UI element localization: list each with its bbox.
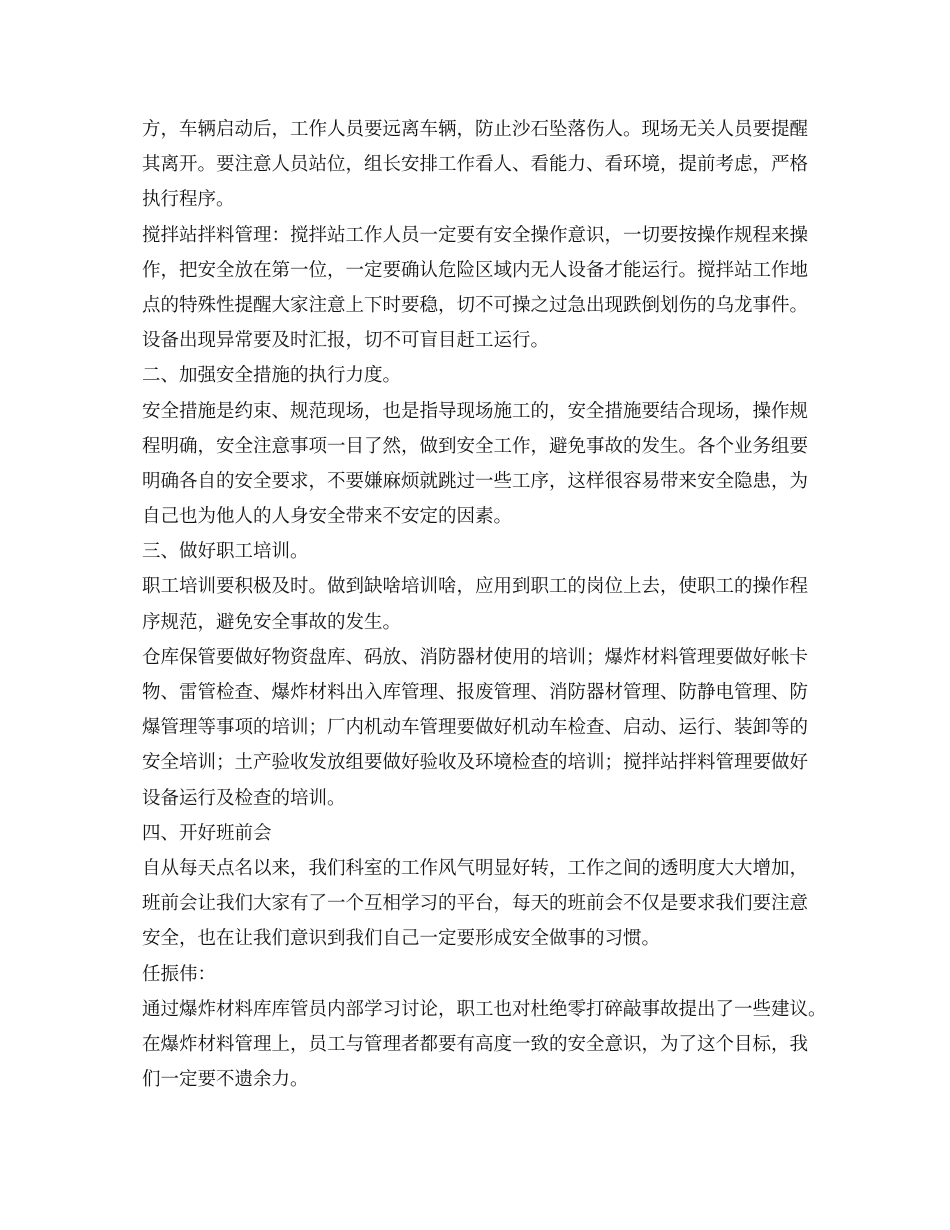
text-line: 设备出现异常要及时汇报，切不可盲目赶工运行。 bbox=[142, 330, 550, 352]
text-line: 在爆炸材料管理上，员工与管理者都要有高度一致的安全意识，为了这个目标，我 bbox=[142, 1033, 809, 1055]
text-line: 通过爆炸材料库库管员内部学习讨论，职工也对杜绝零打碎敲事故提出了一些建议。 bbox=[142, 998, 827, 1020]
section-heading: 三、做好职工培训。 bbox=[142, 541, 309, 563]
text-line: 点的特殊性提醒大家注意上下时要稳，切不可操之过急出现跌倒划伤的乌龙事件。 bbox=[142, 294, 809, 316]
text-line: 职工培训要积极及时。做到缺啥培训啥，应用到职工的岗位上去，使职工的操作程 bbox=[142, 576, 809, 598]
text-line: 爆管理等事项的培训；厂内机动车管理要做好机动车检查、启动、运行、装卸等的 bbox=[142, 717, 809, 739]
section-heading: 二、加强安全措施的执行力度。 bbox=[142, 365, 402, 387]
text-line: 方，车辆启动后，工作人员要远离车辆，防止沙石坠落伤人。现场无关人员要提醒 bbox=[142, 119, 809, 140]
section-heading: 四、开好班前会 bbox=[142, 822, 272, 844]
text-line: 其离开。要注意人员站位，组长安排工作看人、看能力、看环境，提前考虑，严格 bbox=[142, 154, 809, 176]
text-line: 仓库保管要做好物资盘库、码放、消防器材使用的培训；爆炸材料管理要做好帐卡 bbox=[142, 646, 809, 668]
text-line: 序规范，避免安全事故的发生。 bbox=[142, 611, 402, 633]
text-line: 物、雷管检查、爆炸材料出入库管理、报废管理、消防器材管理、防静电管理、防 bbox=[142, 682, 809, 703]
text-line: 明确各自的安全要求，不要嫌麻烦就跳过一些工序，这样很容易带来安全隐患，为 bbox=[142, 470, 809, 492]
text-line: 执行程序。 bbox=[142, 189, 235, 211]
text-line: 作，把安全放在第一位，一定要确认危险区域内无人设备才能运行。搅拌站工作地 bbox=[142, 259, 809, 281]
text-line: 程明确，安全注意事项一目了然，做到安全工作，避免事故的发生。各个业务组要 bbox=[142, 435, 809, 457]
text-line: 安全措施是约束、规范现场，也是指导现场施工的，安全措施要结合现场，操作规 bbox=[142, 400, 809, 422]
text-line: 安全培训；土产验收发放组要做好验收及环境检查的培训；搅拌站拌料管理要做好 bbox=[142, 752, 809, 774]
speaker-name: 任振伟： bbox=[142, 963, 217, 985]
text-line: 班前会让我们大家有了一个互相学习的平台，每天的班前会不仅是要求我们要注意 bbox=[142, 893, 809, 915]
text-line: 自从每天点名以来，我们科室的工作风气明显好转，工作之间的透明度大大增加， bbox=[142, 857, 809, 879]
text-line: 设备运行及检查的培训。 bbox=[142, 787, 346, 809]
text-line: 搅拌站拌料管理：搅拌站工作人员一定要有安全操作意识，一切要按操作规程来操 bbox=[142, 224, 809, 246]
text-line: 安全，也在让我们意识到我们自己一定要形成安全做事的习惯。 bbox=[142, 928, 661, 950]
text-line: 们一定要不遗余力。 bbox=[142, 1069, 309, 1091]
text-line: 自己也为他人的人身安全带来不安定的因素。 bbox=[142, 506, 513, 528]
document-body bbox=[142, 112, 832, 1097]
